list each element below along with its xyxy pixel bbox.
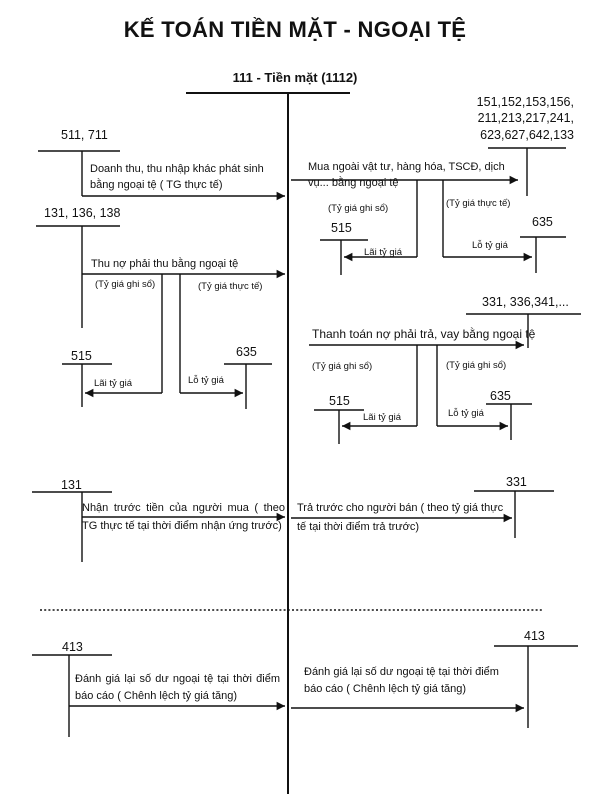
account-635-right: 635 [532,215,553,229]
rate-book-right: (Tỷ giá ghi sổ) [328,203,389,214]
gain-label-right: Lãi tỷ giá [364,247,403,258]
rate-book-right-2: (Tỷ giá ghi sổ) [312,361,373,372]
account-515-right-b: 515 [329,394,350,408]
loss-label-right: Lỗ tỷ giá [472,240,508,251]
rate-book-left: (Tỷ giá ghi sổ) [95,279,156,290]
account-131: 131 [61,478,82,492]
desc-revaluation-right: Đánh giá lại số dư ngoại tệ tại thời điểm báo cáo ( Chênh lệch tỷ giá tăng) [304,666,499,695]
gain-label-left: Lãi tỷ giá [94,378,133,389]
account-635-left: 635 [236,345,257,359]
gain-label-right-b: Lãi tỷ giá [363,412,402,423]
rate-actual-right: (Tỷ giá thực tế) [446,198,511,209]
desc-revenue: Doanh thu, thu nhập khác phát sinh bằng ngoại tệ ( TG thực tế) [90,163,264,191]
loss-label-right-b: Lỗ tỷ giá [448,408,484,419]
account-635-right-b: 635 [490,389,511,403]
account-413-right: 413 [524,629,545,643]
account-413-left: 413 [62,640,83,654]
account-131-136-138: 131, 136, 138 [44,206,121,220]
desc-payment: Thanh toán nợ phải trả, vay bằng ngoại tệ [312,327,536,341]
account-331: 331 [506,475,527,489]
account-511-711: 511, 711 [61,128,108,142]
rate-book-right-3: (Tỷ giá ghi sổ) [446,360,507,371]
page-title: KẾ TOÁN TIỀN MẶT - NGOẠI TỆ [123,17,467,42]
main-account-label: 111 - Tiền mặt (1112) [232,70,358,85]
desc-prepay: Trả trước cho người bán ( theo tỷ giá thực tế tại thời điểm trả trước) [297,502,504,533]
account-payables: 331, 336,341,... [482,295,569,309]
account-515-right: 515 [331,221,352,235]
desc-advance: Nhận trước tiền của người mua ( theo TG thực tế tại thời điểm nhận ứng trước) [82,502,285,532]
rate-actual-left: (Tỷ giá thực tế) [198,281,263,292]
account-515-left: 515 [71,349,92,363]
loss-label-left: Lỗ tỷ giá [188,375,224,386]
desc-purchase: Mua ngoài vật tư, hàng hóa, TSCĐ, dịch vụ... bằng ngoại tệ [308,161,505,189]
desc-receivable: Thu nợ phải thu bằng ngoại tệ [91,258,239,270]
desc-revaluation-left: Đánh giá lại số dư ngoại tệ tại thời điểm báo cáo ( Chênh lệch tỷ giá tăng) [75,673,280,702]
account-assets: 151,152,153,156, 211,213,217,241, 623,627,642,133 [476,95,574,142]
